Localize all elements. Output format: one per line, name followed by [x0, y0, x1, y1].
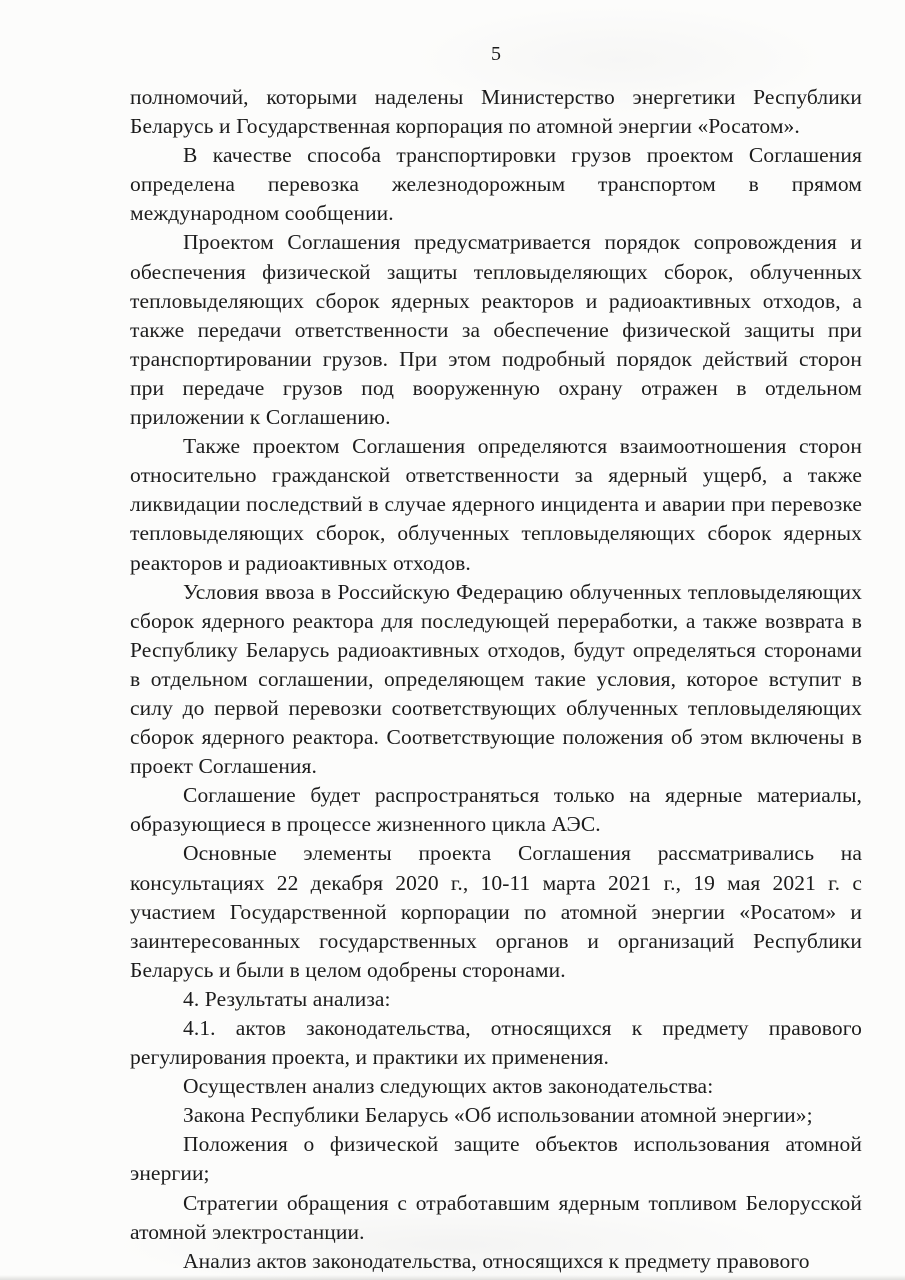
scan-bottom-edge-shadow: [0, 1275, 905, 1280]
paragraph: Основные элементы проекта Соглашения рассматривались на консультациях 22 декабря 2020 г., 10-11 марта 2021 г., 19 мая 2021 г. с участием Государственной корпорации по атомной энергии «Росатом» и заинтересованных государственных органов и организаций Республики Беларусь и были в целом одобрены сторонами.: [130, 841, 862, 982]
paragraph: Стратегии обращения с отработавшим ядерным топливом Белорусской атомной электростанции.: [130, 1190, 862, 1244]
paragraph: Закона Республики Беларусь «Об использовании атомной энергии»;: [183, 1103, 813, 1128]
paragraph: 4.1. актов законодательства, относящихся к предмету правового регулирования проекта, и практики их применения.: [130, 1016, 862, 1070]
paragraph: Условия ввоза в Российскую Федерацию облученных тепловыделяющих сборок ядерного реактора для последующей переработки, а также возврата в Республику Беларусь радиоактивных отходов, будут определяться сторонами в отдельном соглашении, определяющем такие условия, которое вступит в силу до первой перевозки соответствующих облученных тепловыделяющих сборок ядерного реактора. Соответствующие положения об этом включены в проект Соглашения.: [130, 579, 862, 779]
page-number: 5: [491, 43, 501, 65]
paragraph: Проектом Соглашения предусматривается порядок сопровождения и обеспечения физической защиты тепловыделяющих сборок, облученных тепловыделяющих сборок ядерных реакторов и радиоактивных отходов, а также передачи ответственности за обеспечение физической защиты при транспортировании грузов. При этом подробный порядок действий сторон при передаче грузов под вооруженную охрану отражен в отдельном приложении к Соглашению.: [130, 230, 862, 430]
paragraph: Соглашение будет распространяться только на ядерные материалы, образующиеся в процессе жизненного цикла АЭС.: [130, 783, 862, 837]
paragraph: Также проектом Соглашения определяются взаимоотношения сторон относительно гражданской ответственности за ядерный ущерб, а также ликвидации последствий в случае ядерного инцидента и аварии при перевозке тепловыделяющих сборок, облученных тепловыделяющих сборок ядерных реакторов и радиоактивных отходов.: [130, 434, 862, 575]
paragraph: Положения о физической защите объектов использования атомной энергии;: [130, 1132, 862, 1186]
paragraph: Осуществлен анализ следующих актов законодательства:: [183, 1074, 714, 1099]
paragraph: 4. Результаты анализа:: [183, 986, 391, 1011]
document-body-text: [130, 83, 862, 1276]
paragraph: В качестве способа транспортировки грузов проектом Соглашения определена перевозка железнодорожным транспортом в прямом международном сообщении.: [130, 143, 862, 226]
paragraph: Анализ актов законодательства, относящихся к предмету правового: [183, 1248, 810, 1273]
paragraph: полномочий, которыми наделены Министерство энергетики Республики Беларусь и Государственная корпорация по атомной энергии «Росатом».: [130, 85, 862, 139]
